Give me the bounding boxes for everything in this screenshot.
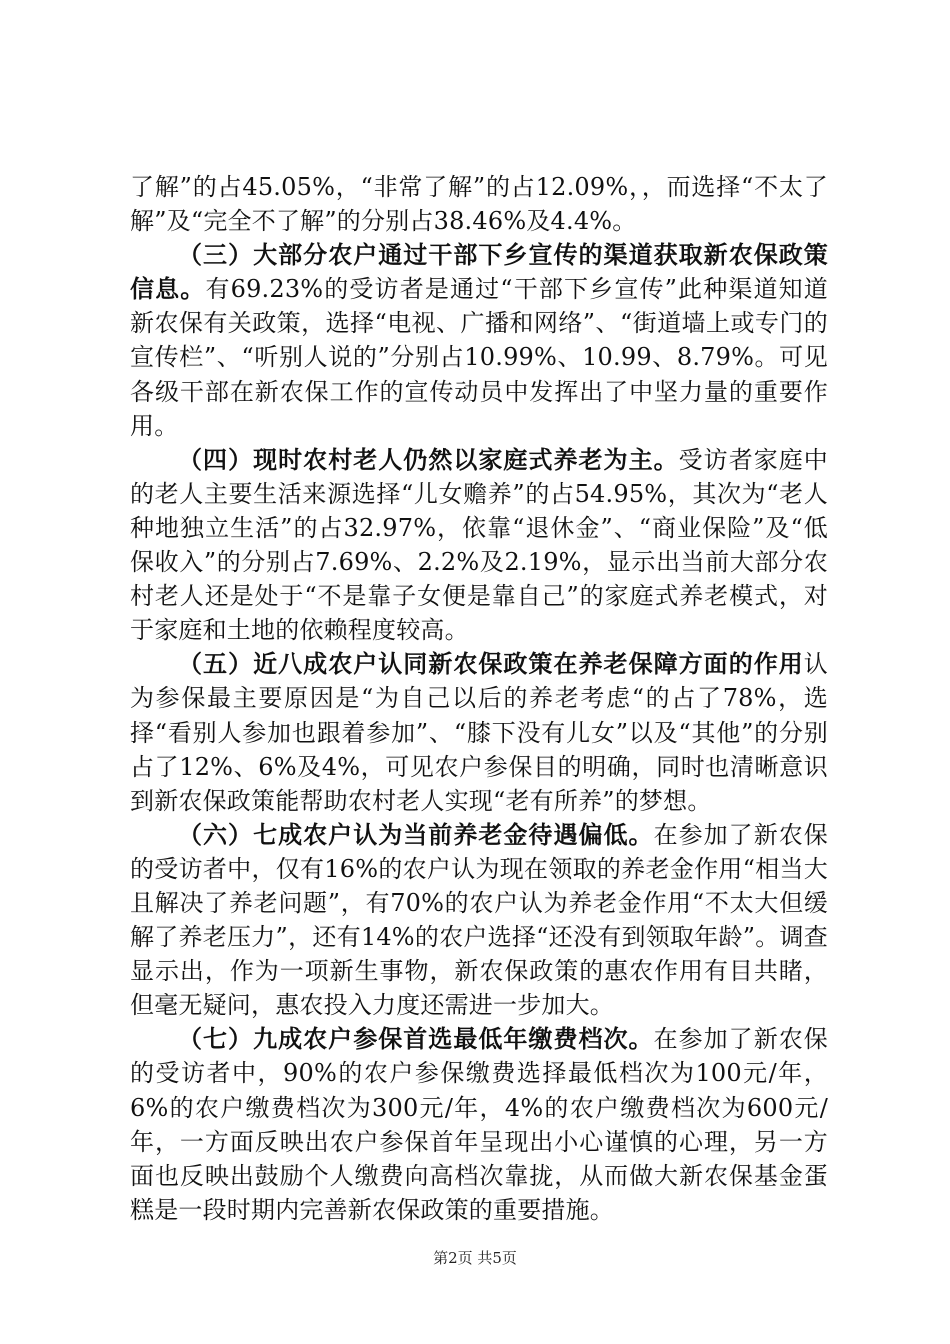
section-heading: （六）七成农户认为当前养老金待遇偏低。 [178, 820, 654, 849]
paragraph-section-7 [130, 1022, 828, 1227]
paragraph-text: 了解”的占45.05%，“非常了解”的占12.09%，，而选择“不太了解”及“完全不了解”的分别占38.46%及4.4%。 [130, 173, 828, 236]
section-heading: （四）现时农村老人仍然以家庭式养老为主。 [178, 445, 679, 474]
paragraph-section-6 [130, 818, 828, 1023]
paragraph-text: 认为参保最主要原因是“为自己以后的养老考虑“的占了78%，选择“看别人参加也跟着参加”、“膝下没有儿女”以及“其他”的分别占了12%、6%及4%，可见农户参保目的明确，同时也清晰意识到新农保政策能帮助农村老人实现“老有所养”的梦想。 [130, 650, 828, 815]
paragraph-text: 在参加了新农保的受访者中，90%的农户参保缴费选择最低档次为100元/年，6%的农户缴费档次为300元/年，4%的农户缴费档次为600元/年，一方面反映出农户参保首年呈现出小心谨慎的心理，另一方面也反映出鼓励个人缴费向高档次靠拢，从而做大新农保基金蛋糕是一段时期内完善新农保政策的重要措施。 [130, 1025, 828, 1224]
section-heading: （三）大部分农户通过干部下乡宣传的渠道获取新农保政策信息。 [130, 241, 828, 304]
paragraph-text: 受访者家庭中的老人主要生活来源选择“儿女赡养”的占54.95%，其次为“老人种地独立生活”的占32.97%，依靠“退休金”、“商业保险”及“低保收入”的分别占7.69%、2.2%及2.19%，显示出当前大部分农村老人还是处于“不是靠子女便是靠自己”的家庭式养老模式，对于家庭和土地的依赖程度较高。 [130, 445, 828, 645]
paragraph-text: 在参加了新农保的受访者中，仅有16%的农户认为现在领取的养老金作用“相当大且解决了养老问题”，有70%的农户认为养老金作用“不太大但缓解了养老压力”，还有14%的农户选择“还没有到领取年龄”。调查显示出，作为一项新生事物，新农保政策的惠农作用有目共睹，但毫无疑问，惠农投入力度还需进一步加大。 [130, 820, 828, 1020]
paragraph-section-3 [130, 238, 828, 443]
paragraph-continuation [130, 170, 828, 238]
paragraph-text: 有69.23%的受访者是通过“干部下乡宣传”此种渠道知道新农保有关政策，选择“电视、广播和网络”、“街道墙上或专门的宣传栏”、“听别人说的”分别占10.99%、10.99、8.79%。可见各级干部在新农保工作的宣传动员中发挥出了中坚力量的重要作用。 [130, 275, 828, 440]
paragraph-section-5 [130, 647, 828, 817]
document-body [130, 170, 828, 1227]
paragraph-section-4 [130, 443, 828, 648]
page-number-footer: 第2页 共5页 [433, 1249, 517, 1267]
section-heading: （五）近八成农户认同新农保政策在养老保障方面的作用 [178, 650, 804, 679]
section-heading: （七）九成农户参保首选最低年缴费档次。 [178, 1025, 654, 1054]
